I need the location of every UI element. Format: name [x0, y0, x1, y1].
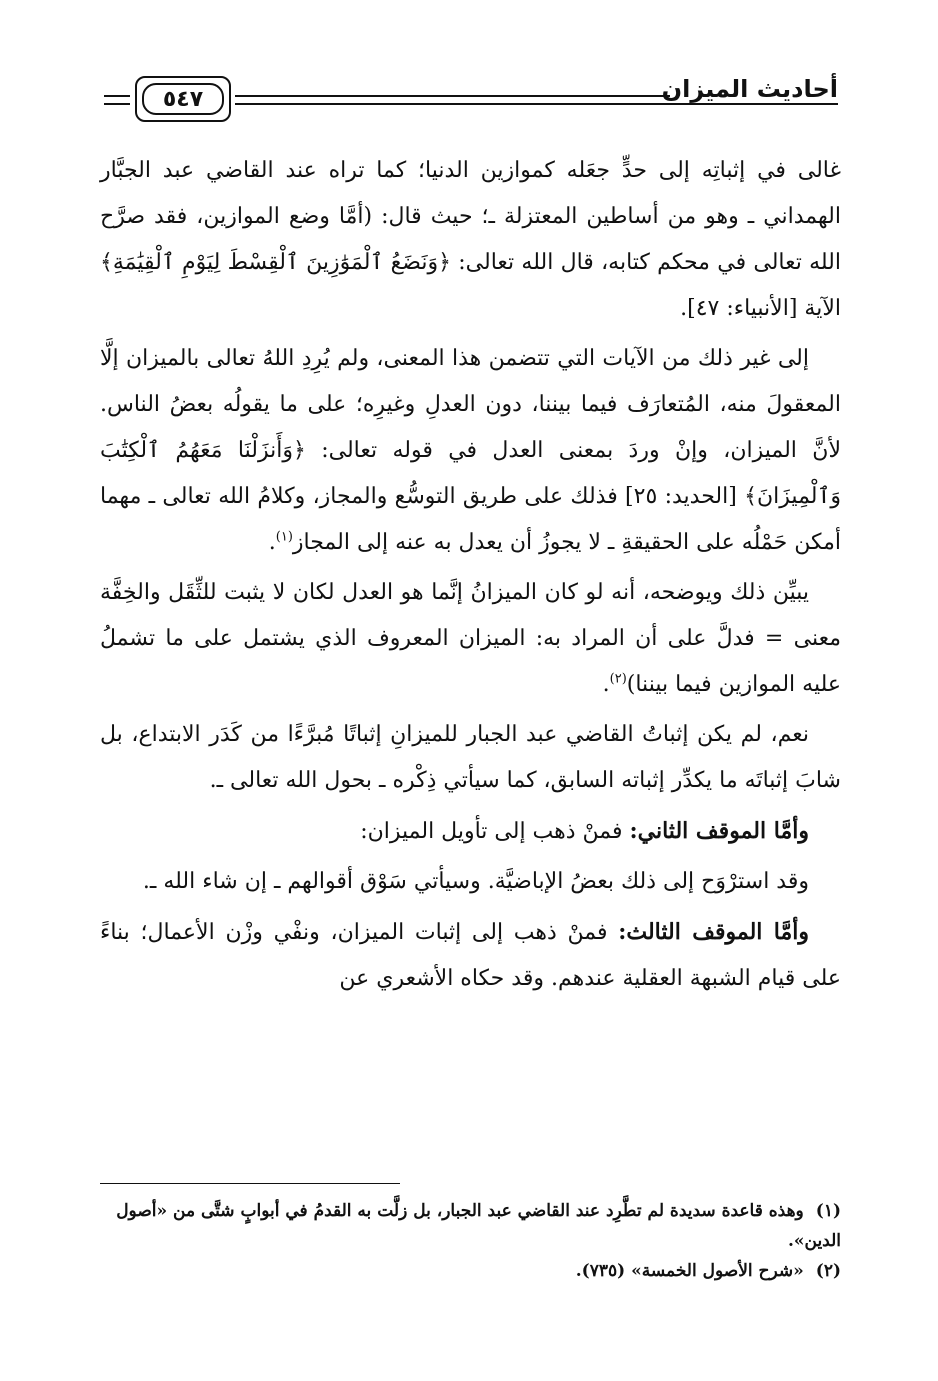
body-text	[100, 148, 841, 1006]
paragraph-3	[100, 570, 841, 708]
paragraph-text: نعم، لم يكن إثباتُ القاضي عبد الجبار للميزانِ إثباتًا مُبرَّءًا من كَدَر الابتداع، بل شابَ إثباتَه ما يكدِّر إثباته السابق، كما سيأتي ذِكْره ـ بحول الله تعالى ـ.	[100, 722, 841, 793]
paragraph-text: .	[602, 672, 610, 697]
paragraph-text: وقد استرْوَح إلى ذلك بعضُ الإباضيَّة. وسيأتي سَوْق أقوالهم ـ إن شاء الله ـ.	[142, 869, 809, 894]
paragraph-4	[100, 712, 841, 804]
footnote-2	[100, 1256, 841, 1286]
footnote-number: (٢)	[815, 1261, 841, 1281]
header-rule-left-bottom	[104, 103, 130, 105]
footnote-text: «شرح الأصول الخمسة» (٧٣٥).	[575, 1261, 804, 1281]
footnote-number: (١)	[815, 1201, 841, 1221]
footnote-text: وهذه قاعدة سديدة لم تطَّرِد عند القاضي عبد الجبار، بل زلَّت به القدمُ في أبوابٍ شتَّى من «أصول الدين».	[116, 1201, 841, 1251]
page-number: ٥٤٧	[142, 83, 224, 115]
footnote-separator	[100, 1183, 400, 1184]
paragraph-text: فمنْ ذهب إلى تأويل الميزان:	[360, 819, 630, 844]
paragraph-5	[100, 808, 841, 855]
footnote-ref-1[interactable]: (١)	[275, 529, 293, 545]
header-rule-bottom	[235, 103, 838, 105]
page-number-frame	[135, 76, 231, 122]
footnote-ref-2[interactable]: (٢)	[609, 671, 627, 687]
paragraph-text: .	[268, 530, 276, 555]
footnote-1	[100, 1196, 841, 1256]
header-rule-left-top	[104, 95, 130, 97]
paragraph-text: إلى غير ذلك من الآيات التي تتضمن هذا المعنى، ولم يُرِدِ اللهُ تعالى بالميزان إلَّا المعقولَ منه، المُتعارَف فيما بيننا، دون العدلِ وغيرِه؛ على ما يقولُه بعضُ الناس. لأنَّ الميزان، وإنْ وردَ بمعنى العدل في قوله تعالى: ﴿وَأَنزَلْنَا مَعَهُمُ ٱلْكِتَٰبَ وَٱلْمِيزَانَ﴾ [الحديد: ٢٥] فذلك على طريق التوسُّع والمجاز، وكلامُ الله تعالى ـ مهما أمكن حَمْلُه على الحقيقةِ ـ لا يجوزُ أن يعدل به عنه إلى المجاز	[100, 346, 842, 555]
paragraph-text: غالى في إثباتِه إلى حدٍّ جعَله كموازين الدنيا؛ كما تراه عند القاضي عبد الجبَّار الهمداني ـ وهو من أساطين المعتزلة ـ؛ حيث قال: (أمَّا وضع الموازين، فقد صرَّح الله تعالى في محكم كتابه، قال الله تعالى: ﴿وَنَضَعُ ٱلْمَوَٰزِينَ ٱلْقِسْطَ لِيَوْمِ ٱلْقِيَٰمَةِ﴾ الآية [الأنبياء: ٤٧].	[100, 158, 841, 321]
section-heading: وأمَّا الموقف الثاني:	[629, 818, 809, 844]
paragraph-text: فمنْ ذهب إلى إثبات الميزان، ونفْي وزْن الأعمال؛ بناءً على قيام الشبهة العقلية عندهم. وقد حكاه الأشعري عن	[100, 920, 841, 991]
running-title: أحاديث الميزان	[661, 75, 838, 103]
paragraph-2	[100, 336, 841, 566]
paragraph-7	[100, 909, 841, 1002]
paragraph-1	[100, 148, 841, 332]
paragraph-text: يبيِّن ذلك ويوضحه، أنه لو كان الميزانُ إنَّما هو العدل لكان لا يثبت للثِّقَل والخِفَّة معنى = فدلَّ على أن المراد به: الميزان المعروف الذي يشتمل على ما تشملُ عليه الموازين فيما بيننا)	[100, 580, 841, 697]
section-heading: وأمَّا الموقف الثالث:	[618, 919, 809, 945]
header-rule-top	[235, 95, 670, 97]
paragraph-6	[100, 859, 841, 905]
footnotes	[100, 1196, 841, 1286]
